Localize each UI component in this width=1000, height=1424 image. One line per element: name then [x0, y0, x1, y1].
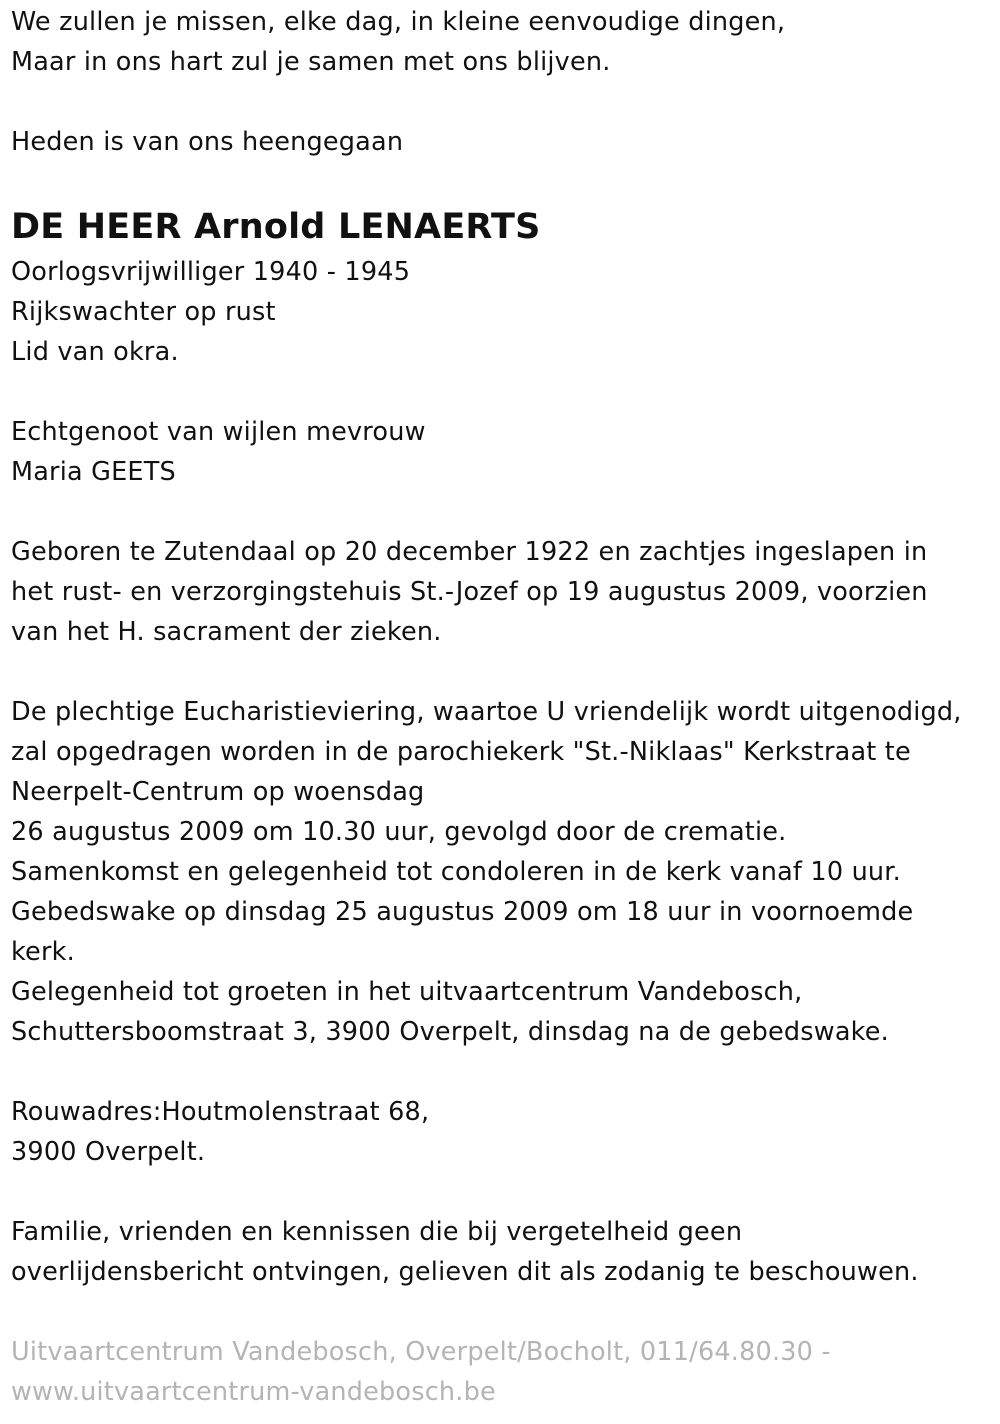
- closing-note-section: [11, 1212, 996, 1292]
- announcement-text: Heden is van ons heengegaan: [11, 127, 404, 157]
- spouse-section: [11, 412, 996, 492]
- spacer: [11, 1292, 996, 1332]
- funeral-home-footer: [11, 1332, 996, 1412]
- titles-section: [11, 252, 996, 372]
- spacer: [11, 372, 996, 412]
- ceremony-line: Schuttersboomstraat 3, 3900 Overpelt, dinsdag na de gebedswake.: [11, 1017, 889, 1047]
- spacer: [11, 1172, 996, 1212]
- spacer: [11, 82, 996, 122]
- ceremony-line: Neerpelt-Centrum op woensdag: [11, 777, 425, 807]
- closing-note-line: overlijdensbericht ontvingen, gelieven dit als zodanig te beschouwen.: [11, 1257, 919, 1287]
- spacer: [11, 162, 996, 202]
- closing-note-line: Familie, vrienden en kennissen die bij vergetelheid geen: [11, 1217, 743, 1247]
- spacer: [11, 492, 996, 532]
- ceremony-line: De plechtige Eucharistieviering, waartoe U vriendelijk wordt uitgenodigd,: [11, 697, 962, 727]
- birth-death-line: het rust- en verzorgingstehuis St.-Jozef op 19 augustus 2009, voorzien: [11, 577, 928, 607]
- spouse-line: Maria GEETS: [11, 457, 176, 487]
- verse-line: We zullen je missen, elke dag, in kleine eenvoudige dingen,: [11, 7, 786, 37]
- title-line: Lid van okra.: [11, 337, 179, 367]
- obituary-notice: [11, 2, 996, 1412]
- verse-line: Maar in ons hart zul je samen met ons blijven.: [11, 47, 611, 77]
- ceremony-line: Gebedswake op dinsdag 25 augustus 2009 om 18 uur in voornoemde: [11, 897, 914, 927]
- footer-website[interactable]: www.uitvaartcentrum-vandebosch.be: [11, 1377, 496, 1407]
- verse-section: [11, 2, 996, 82]
- birth-death-line: Geboren te Zutendaal op 20 december 1922 en zachtjes ingeslapen in: [11, 537, 928, 567]
- mourning-address-section: [11, 1092, 996, 1172]
- birth-death-line: van het H. sacrament der zieken.: [11, 617, 442, 647]
- title-line: Oorlogsvrijwilliger 1940 - 1945: [11, 257, 411, 287]
- ceremony-line: Samenkomst en gelegenheid tot condoleren in de kerk vanaf 10 uur.: [11, 857, 901, 887]
- mourning-address-line: Rouwadres:Houtmolenstraat 68,: [11, 1097, 430, 1127]
- ceremony-line: zal opgedragen worden in de parochiekerk "St.-Niklaas" Kerkstraat te: [11, 737, 911, 767]
- deceased-name: DE HEER Arnold LENAERTS: [11, 207, 541, 247]
- ceremony-line: 26 augustus 2009 om 10.30 uur, gevolgd door de crematie.: [11, 817, 787, 847]
- birth-death-section: [11, 532, 996, 652]
- footer-line: Uitvaartcentrum Vandebosch, Overpelt/Bocholt, 011/64.80.30 -: [11, 1337, 831, 1367]
- spouse-line: Echtgenoot van wijlen mevrouw: [11, 417, 426, 447]
- title-line: Rijkswachter op rust: [11, 297, 276, 327]
- spacer: [11, 1052, 996, 1092]
- ceremony-line: Gelegenheid tot groeten in het uitvaartcentrum Vandebosch,: [11, 977, 803, 1007]
- spacer: [11, 652, 996, 692]
- ceremony-section: [11, 692, 996, 1052]
- mourning-address-line: 3900 Overpelt.: [11, 1137, 206, 1167]
- ceremony-line: kerk.: [11, 937, 75, 967]
